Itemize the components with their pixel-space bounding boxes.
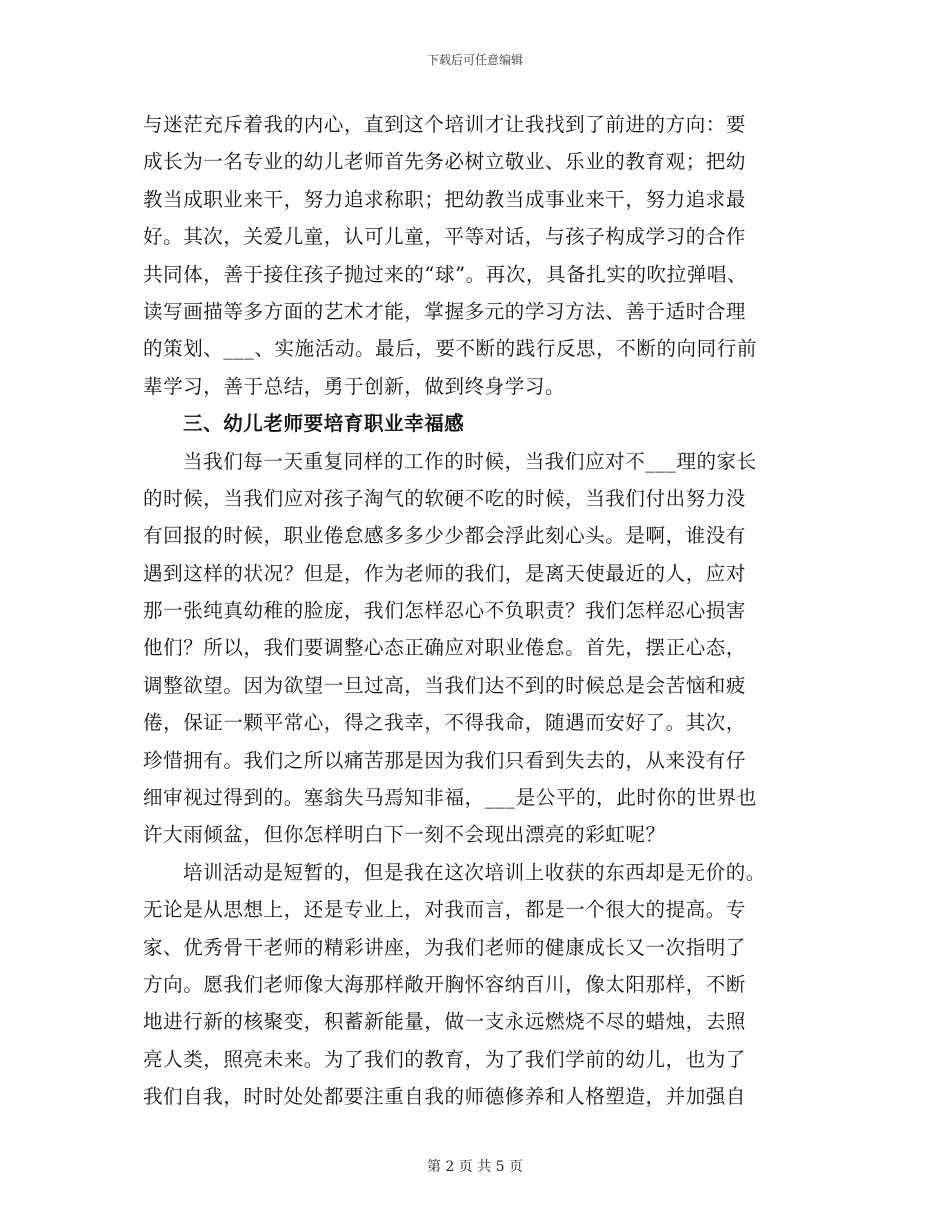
text-line: 他们？所以，我们要调整心态正确应对职业倦怠。首先，摆正心态，: [143, 636, 747, 660]
text-line: 倦，保证一颗平常心，得之我幸，不得我命，随遇而安好了。其次，: [143, 711, 747, 735]
text-line: 珍惜拥有。我们之所以痛苦那是因为我们只看到失去的，从来没有仔: [143, 748, 747, 772]
text-line: 教当成职业来干，努力追求称职；把幼教当成事业来干，努力追求最: [143, 187, 747, 211]
text-line: 许大雨倾盆，但你怎样明白下一刻不会现出漂亮的彩虹呢？: [143, 823, 666, 847]
text-line: 家、优秀骨干老师的精彩讲座，为我们老师的健康成长又一次指明了: [143, 935, 747, 959]
header-text: 下载后可任意编辑: [426, 53, 523, 67]
text-line: 亮人类，照亮未来。为了我们的教育，为了我们学前的幼儿，也为了: [143, 1047, 747, 1071]
text-line: 读写画描等多方面的艺术才能，掌握多元的学习方法、善于适时合理: [143, 299, 747, 323]
text-line: 有回报的时候，职业倦怠感多多少少都会浮此刻心头。是啊，谁没有: [143, 524, 747, 548]
text-line: 那一张纯真幼稚的脸庞，我们怎样忍心不负职责？我们怎样忍心损害: [143, 599, 747, 623]
text-line: 好。其次，关爱儿童，认可儿童，平等对话，与孩子构成学习的合作: [143, 225, 747, 249]
text-line: 的策划、___、实施活动。最后，要不断的践行反思，不断的向同行前: [143, 337, 757, 361]
text-line: 辈学习，善于总结，勇于创新，做到终身学习。: [143, 374, 566, 398]
document-body: [143, 106, 813, 1116]
text-line: 共同体，善于接住孩子抛过来的“球”。再次，具备扎实的吹拉弹唱、: [143, 262, 748, 286]
text-line: 无论是从思想上，还是专业上，对我而言，都是一个很大的提高。专: [143, 898, 747, 922]
text-line: 调整欲望。因为欲望一旦过高，当我们达不到的时候总是会苦恼和疲: [143, 673, 747, 697]
text-line: 细审视过得到的。塞翁失马焉知非福，___是公平的，此时你的世界也: [143, 786, 757, 810]
text-line: 成长为一名专业的幼儿老师首先务必树立敬业、乐业的教育观；把幼: [143, 150, 747, 174]
text-line: 培训活动是短暂的，但是我在这次培训上收获的东西却是无价的。: [183, 860, 766, 884]
text-line: 当我们每一天重复同样的工作的时候，当我们应对不___理的家长: [183, 449, 757, 473]
text-line: 的时候，当我们应对孩子淘气的软硬不吃的时候，当我们付出努力没: [143, 486, 747, 510]
text-line: 地进行新的核聚变，积蓄新能量，做一支永远燃烧不尽的蜡烛，去照: [143, 1010, 747, 1034]
page-number-label: 第 2 页 共 5 页: [426, 1159, 524, 1175]
page-footer: [0, 1158, 950, 1176]
page-header: [0, 52, 950, 68]
text-line: 方向。愿我们老师像大海那样敞开胸怀容纳百川，像太阳那样，不断: [143, 972, 747, 996]
text-line: 我们自我，时时处处都要注重自我的师德修养和人格塑造，并加强自: [143, 1085, 747, 1109]
text-line: 遇到这样的状况？但是，作为老师的我们，是离天使最近的人，应对: [143, 561, 747, 585]
text-line: 与迷茫充斥着我的内心，直到这个培训才让我找到了前进的方向：要: [143, 113, 747, 136]
section-heading: 三、幼儿老师要培育职业幸福感: [183, 412, 465, 436]
